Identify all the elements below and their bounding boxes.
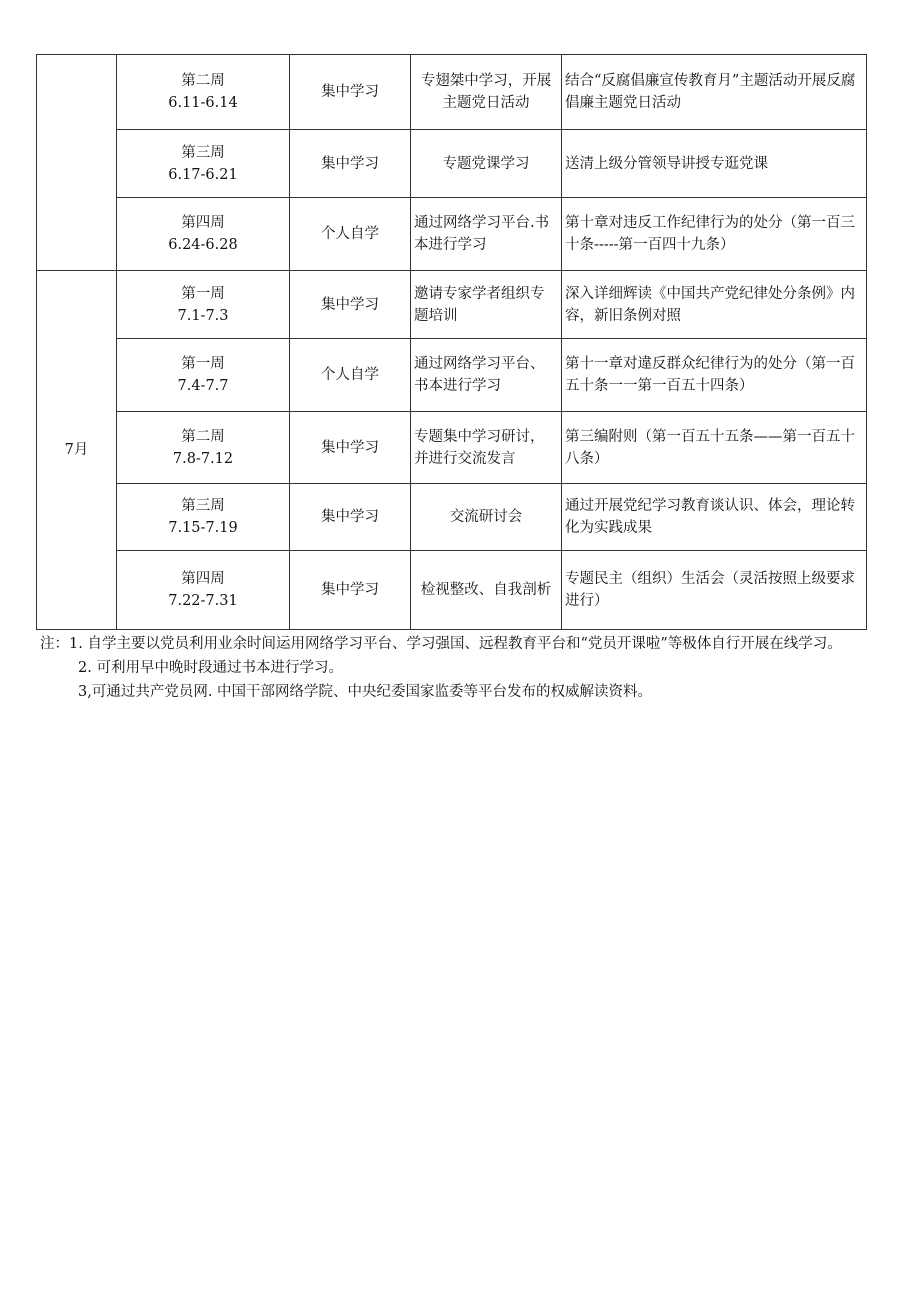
method-cell: 专题党课学习 (411, 130, 562, 198)
method-cell: 交流研讨会 (411, 484, 562, 551)
study-plan-table (36, 54, 867, 630)
note-item: 2. 可利用早中晚时段通过书本进行学习。 (78, 660, 343, 676)
method-cell: 专题集中学习研讨，并进行交流发言 (411, 412, 562, 484)
content-cell: 第十章对违反工作纪律行为的处分（第一百三十条-----第一百四十九条） (562, 198, 867, 271)
mode-cell: 个人自学 (290, 198, 411, 271)
week-cell: 第三周 6.17-6.21 (117, 130, 290, 198)
mode-cell: 个人自学 (290, 339, 411, 412)
content-cell: 第三编附则（第一百五十五条——第一百五十八条） (562, 412, 867, 484)
week-cell: 第一周 7.1-7.3 (117, 271, 290, 339)
method-cell: 通过网络学习平台.书本进行学习 (411, 198, 562, 271)
mode-cell: 集中学习 (290, 484, 411, 551)
table-row (37, 271, 867, 339)
mode-cell: 集中学习 (290, 551, 411, 630)
content-cell: 通过开展党纪学习教育谈认识、体会，理论转化为实践成果 (562, 484, 867, 551)
table-row (37, 55, 867, 130)
content-cell: 结合“反腐倡廉宣传教育月”主题活动开展反腐倡廉主题党日活动 (562, 55, 867, 130)
content-cell: 深入详细辉读《中国共产党纪律处分条例》内容，新旧条例对照 (562, 271, 867, 339)
table-row (37, 551, 867, 630)
mode-cell: 集中学习 (290, 412, 411, 484)
table-row (37, 339, 867, 412)
note-item: 3,可通过共产党员网. 中国干部网络学院、中央纪委国家监委等平台发布的权威解读资料。 (78, 684, 653, 700)
method-cell: 专翅桀中学习，开展主题党日活动 (411, 55, 562, 130)
note-item: 注：1. 自学主要以党员利用业余时间运用网络学习平台、学习强国、远程教育平台和“党员开课啦”等极体自行开展在线学习。 (40, 636, 842, 652)
week-cell: 第二周 7.8-7.12 (117, 412, 290, 484)
table-row (37, 412, 867, 484)
content-cell: 专题民主（组织）生活会（灵活按照上级要求进行） (562, 551, 867, 630)
method-cell: 检视整改、自我剖析 (411, 551, 562, 630)
table-row (37, 130, 867, 198)
table-row (37, 484, 867, 551)
week-cell: 第四周 7.22-7.31 (117, 551, 290, 630)
content-cell: 送清上级分管领导讲授专逛党课 (562, 130, 867, 198)
method-cell: 通过网络学习平台、书本进行学习 (411, 339, 562, 412)
month-cell-july: 7月 (37, 271, 117, 630)
mode-cell: 集中学习 (290, 271, 411, 339)
notes-section (40, 632, 870, 704)
week-cell: 第四周 6.24-6.28 (117, 198, 290, 271)
week-cell: 第一周 7.4-7.7 (117, 339, 290, 412)
mode-cell: 集中学习 (290, 55, 411, 130)
month-cell-june (37, 55, 117, 271)
week-cell: 第三周 7.15-7.19 (117, 484, 290, 551)
week-cell: 第二周 6.11-6.14 (117, 55, 290, 130)
mode-cell: 集中学习 (290, 130, 411, 198)
content-cell: 第十一章对違反群众纪律行为的处分（第一百五十条一一第一百五十四条） (562, 339, 867, 412)
method-cell: 邀请专家学者组织专题培训 (411, 271, 562, 339)
table-row (37, 198, 867, 271)
